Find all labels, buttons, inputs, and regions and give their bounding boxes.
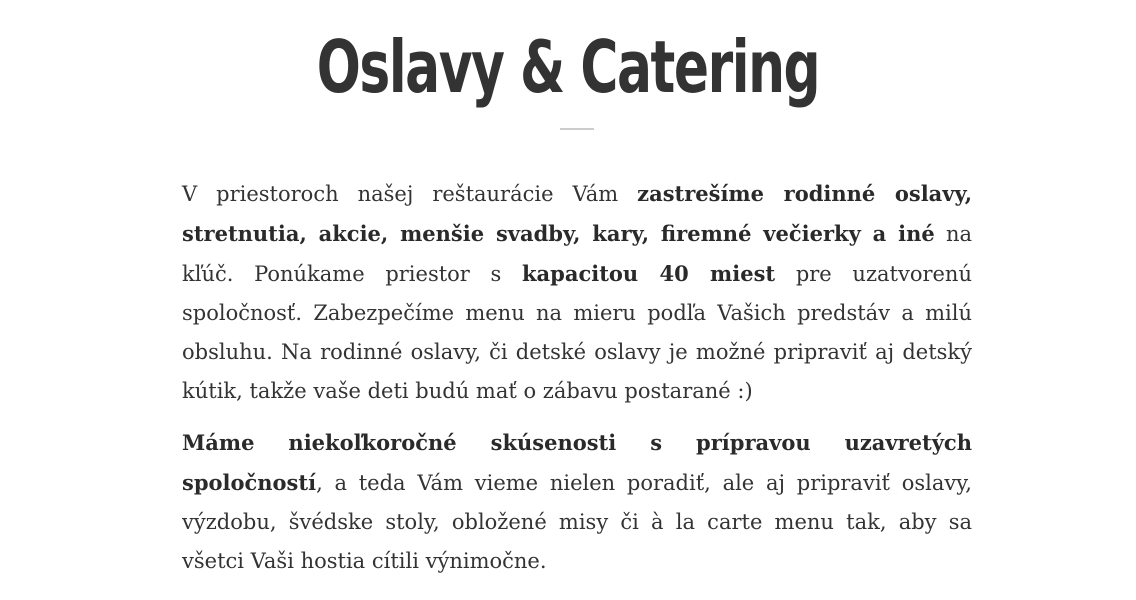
intro-bold-capacity: kapacitou 40 miest: [522, 261, 776, 286]
intro-text-2: na kľúč. Ponúkame priestor s: [182, 222, 972, 286]
content-body: [182, 174, 972, 593]
intro-paragraph: [182, 174, 972, 411]
page-title: Oslavy & Catering: [316, 25, 820, 109]
experience-bold: Máme niekoľkoročné skúsenosti s prípravou uzavretých spoločností: [182, 430, 972, 495]
intro-text-1: V priestoroch našej reštaurácie Vám: [182, 182, 638, 206]
title-divider: [560, 128, 594, 130]
experience-paragraph: [182, 423, 972, 581]
intro-text-3: pre uzatvorenú spoločnosť. Zabezpečíme menu na mieru podľa Vašich predstáv a milú obsluhu. Na rodinné oslavy, či detské oslavy je možné pripraviť aj detský kútik, takže vaše deti budú mať o zábavu postarané :): [182, 262, 972, 403]
intro-bold-events: zastrešíme rodinné oslavy, stretnutia, akcie, menšie svadby, kary, firemné večierky a iné: [182, 181, 972, 246]
experience-text: , a teda Vám vieme nielen poradiť, ale aj pripraviť oslavy, výzdobu, švédske stoly, obložené misy či à la carte menu tak, aby sa všetci Vaši hostia cítili výnimočne.: [182, 471, 972, 573]
